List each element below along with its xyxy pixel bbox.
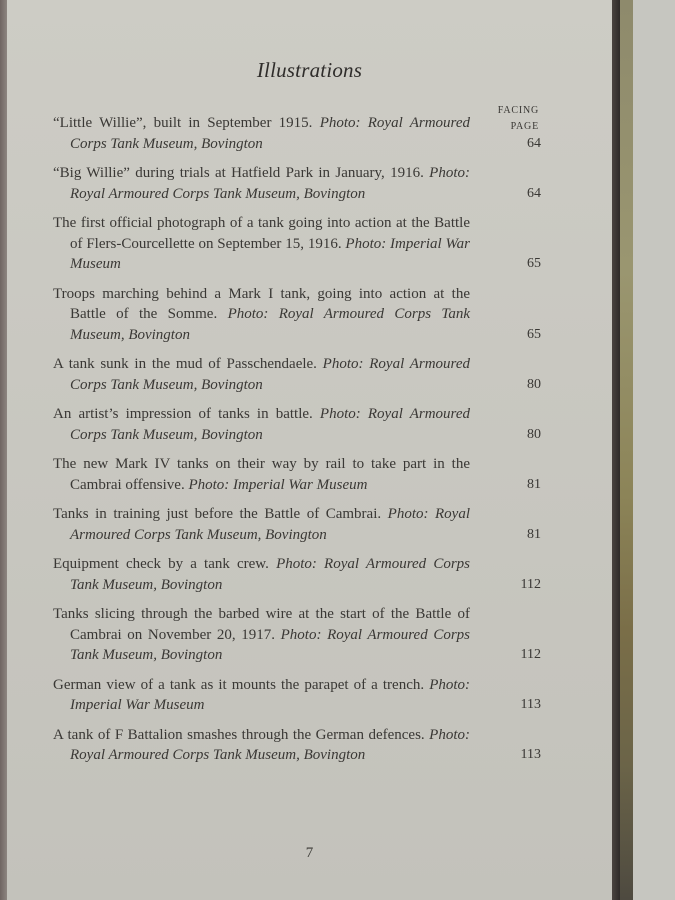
- caption: The new Mark IV tanks on their way by rail to take part in the Cambrai offensive.: [53, 456, 470, 493]
- facing-page-number: 65: [527, 326, 541, 342]
- caption: A tank sunk in the mud of Passchendaele.: [53, 356, 317, 372]
- column-header-line-1: FACING: [497, 105, 539, 116]
- facing-page-number: 113: [520, 747, 541, 762]
- photo-credit: Photo: Royal Armoured Corps Tank Museum, Bovington: [70, 356, 470, 393]
- photo-credit: Photo: Royal Armoured Corps Tank Museum, Bovington: [70, 506, 470, 543]
- book-spine-shadow: [612, 0, 620, 900]
- caption: The first official photograph of a tank going into action at the Battle of Flers-Courcellette on September 15, 1916.: [53, 215, 470, 252]
- caption: An artist’s impression of tanks in battle.: [53, 406, 313, 422]
- book-spine-edge: [620, 0, 633, 900]
- list-item: [53, 554, 541, 595]
- list-item: [53, 504, 541, 545]
- photo-credit: Photo: Royal Armoured Corps Tank Museum, Bovington: [70, 115, 470, 152]
- photo-credit: Photo: Royal Armoured Corps Tank Museum, Bovington: [70, 626, 471, 663]
- photo-credit: Photo: Royal Armoured Corps Tank Museum, Bovington: [70, 406, 470, 443]
- caption: German view of a tank as it mounts the parapet of a trench.: [53, 676, 425, 693]
- list-item: [53, 604, 541, 666]
- list-item: [53, 454, 541, 495]
- book-left-edge: [0, 0, 7, 900]
- photo-credit: Photo: Royal Armoured Corps Tank Museum, Bovington: [70, 556, 471, 593]
- caption: Tanks in training just before the Battle of Cambrai.: [53, 506, 382, 522]
- list-item: [53, 404, 541, 445]
- caption: “Big Willie” during trials at Hatfield Park in January, 1916.: [53, 165, 424, 181]
- photo-credit: Photo: Imperial War Museum: [188, 476, 368, 493]
- facing-page-number: 81: [527, 526, 541, 542]
- photo-credit: Photo: Imperial War Museum: [70, 235, 470, 272]
- facing-page-number: 64: [527, 185, 541, 201]
- facing-page-number: 112: [520, 647, 541, 662]
- page-number: 7: [305, 845, 314, 861]
- book-page: [7, 0, 612, 900]
- column-header-line-2: PAGE: [510, 121, 539, 132]
- list-item: [53, 113, 541, 154]
- facing-page-number: 81: [527, 476, 541, 492]
- caption: “Little Willie”, built in September 1915.: [53, 115, 313, 131]
- list-item: [53, 284, 541, 346]
- photo-credit: Photo: Royal Armoured Corps Tank Museum, Bovington: [70, 165, 470, 202]
- caption: Troops marching behind a Mark I tank, going into action at the Battle of the Somme.: [53, 285, 470, 322]
- facing-page-number: 64: [527, 135, 541, 151]
- photo-credit: Photo: Royal Armoured Corps Tank Museum, Bovington: [70, 726, 470, 763]
- facing-page-number: 112: [520, 576, 541, 592]
- list-item: [53, 675, 541, 716]
- facing-page-number: 65: [527, 256, 541, 271]
- caption: Tanks slicing through the barbed wire at the start of the Battle of Cambrai on November 20, 1917.: [53, 606, 470, 643]
- list-item: [53, 354, 541, 395]
- page-title: Illustrations: [256, 58, 363, 82]
- caption: A tank of F Battalion smashes through the German defences.: [53, 726, 425, 743]
- list-item: [53, 163, 541, 204]
- facing-page-number: 80: [527, 376, 541, 392]
- photo-credit: Photo: Royal Armoured Corps Tank Museum, Bovington: [70, 306, 470, 343]
- facing-page-edge: [633, 0, 675, 900]
- caption: Equipment check by a tank crew.: [53, 556, 269, 572]
- facing-page-number: 113: [520, 697, 541, 712]
- list-item: [53, 213, 541, 275]
- list-item: [53, 725, 541, 766]
- illustrations-list: [53, 113, 541, 775]
- photo-credit: Photo: Imperial War Museum: [70, 676, 471, 713]
- facing-page-number: 80: [527, 426, 541, 442]
